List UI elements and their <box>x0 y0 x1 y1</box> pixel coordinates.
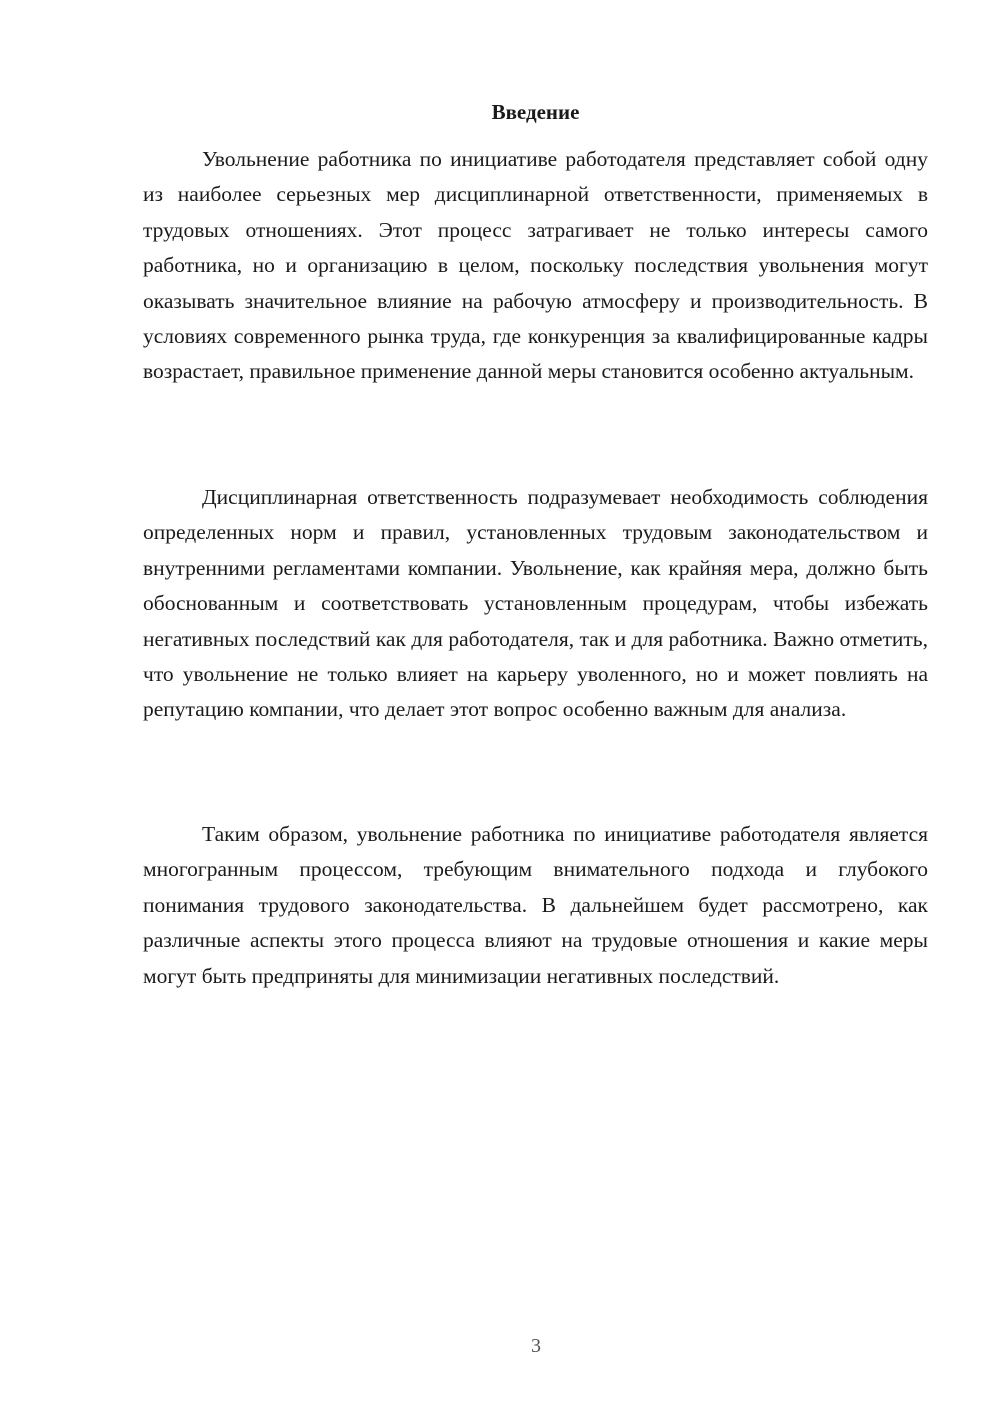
page-number: 3 <box>531 1335 541 1357</box>
page-title: Введение <box>491 100 580 124</box>
paragraph-3: Таким образом, увольнение работника по инициативе работодателя является многогранным процессом, требующим внимательного подхода и глубокого понимания трудового законодательства. В дальнейшем будет рассмотрено, как различные аспекты этого процесса влияют на трудовые отношения и какие меры могут быть предприняты для минимизации негативных последствий. <box>143 822 928 988</box>
paragraph-1: Увольнение работника по инициативе работодателя представляет собой одну из наиболее серьезных мер дисциплинарной ответственности, применяемых в трудовых отношениях. Этот процесс затрагивает не только интересы самого работника, но и организацию в целом, поскольку последствия увольнения могут оказывать значительное влияние на рабочую атмосферу и производительность. В условиях современного рынка труда, где конкуренция за квалифицированные кадры возрастает, правильное применение данной меры становится особенно актуальным. <box>143 147 928 384</box>
paragraph-2: Дисциплинарная ответственность подразумевает необходимость соблюдения определенных норм и правил, установленных трудовым законодательством и внутренними регламентами компании. Увольнение, как крайняя мера, должно быть обоснованным и соответствовать установленным процедурам, чтобы избежать негативных последствий как для работодателя, так и для работника. Важно отметить, что увольнение не только влияет на карьеру уволенного, но и может повлиять на репутацию компании, что делает этот вопрос особенно важным для анализа. <box>143 485 928 722</box>
